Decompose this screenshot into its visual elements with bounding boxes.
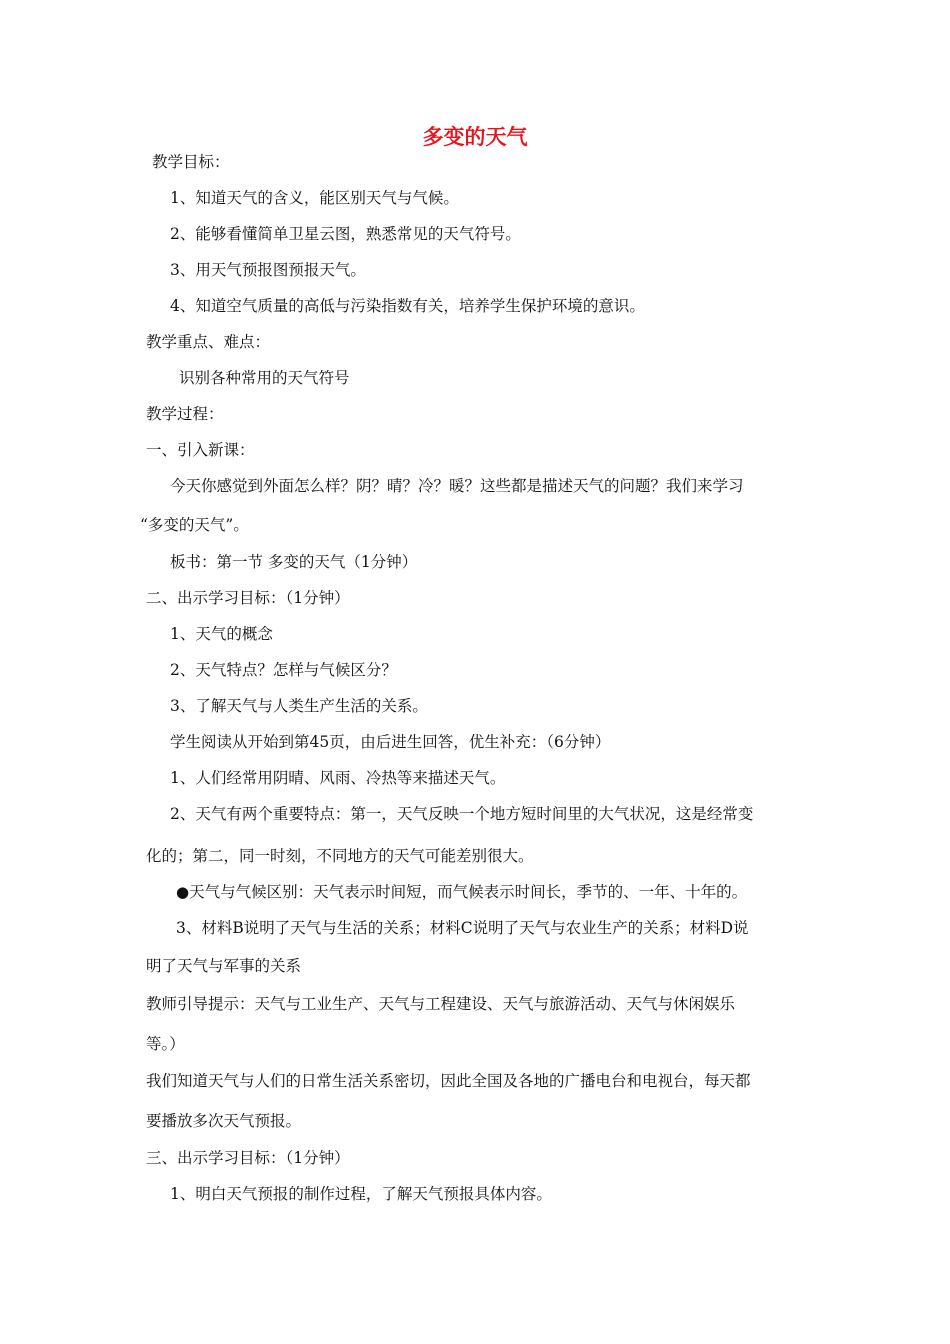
paragraph-line: 要播放多次天气预报。	[146, 1112, 302, 1130]
paragraph-line: 等。）	[146, 1035, 185, 1053]
document-title: 多变的天气	[422, 125, 528, 149]
answer-item: 3、材料B说明了天气与生活的关系；材料C说明了天气与农业生产的关系；材料D说	[176, 919, 749, 937]
board-writing: 板书：第一节 多变的天气（1分钟）	[170, 553, 418, 571]
reading-instruction: 学生阅读从开始到第45页，由后进生回答，优生补充：（6分钟）	[170, 733, 611, 751]
answer-item: 2、天气有两个重要特点：第一，天气反映一个地方短时间里的大气状况，这是经常变	[170, 805, 754, 823]
paragraph-line: 我们知道天气与人们的日常生活关系密切，因此全国及各地的广播电台和电视台，每天都	[146, 1072, 751, 1090]
part-heading-learning-goals: 二、出示学习目标：（1分钟）	[146, 589, 350, 607]
objective-item: 3、用天气预报图预报天气。	[170, 261, 366, 279]
paragraph-line: 今天你感觉到外面怎么样？阴？晴？冷？暖？这些都是描述天气的问题？我们来学习	[170, 477, 744, 495]
bullet-item	[176, 881, 747, 903]
paragraph-line: “多变的天气”。	[140, 516, 249, 534]
section-heading-key-points: 教学重点、难点：	[146, 333, 271, 351]
part-heading-introduction: 一、引入新课：	[146, 441, 255, 459]
objective-item: 2、能够看懂简单卫星云图，熟悉常见的天气符号。	[170, 225, 521, 243]
section-heading-objectives: 教学目标：	[152, 153, 230, 171]
part-heading-learning-goals-3: 三、出示学习目标：（1分钟）	[146, 1149, 350, 1167]
teacher-hint: 教师引导提示：天气与工业生产、天气与工程建设、天气与旅游活动、天气与休闲娱乐	[146, 995, 736, 1013]
key-point-text: 识别各种常用的天气符号	[179, 369, 350, 387]
paragraph-line: 明了天气与军事的关系	[146, 957, 302, 975]
goal-item: 2、天气特点？怎样与气候区分？	[170, 661, 397, 679]
bullet-text: 天气与气候区别：天气表示时间短，而气候表示时间长，季节的、一年、十年的。	[189, 883, 748, 901]
answer-item: 1、人们经常用阴晴、风雨、冷热等来描述天气。	[170, 769, 506, 787]
section-heading-process: 教学过程：	[146, 405, 224, 423]
objective-item: 1、知道天气的含义，能区别天气与气候。	[170, 189, 459, 207]
goal-item: 1、天气的概念	[170, 625, 273, 643]
goal-item: 1、明白天气预报的制作过程，了解天气预报具体内容。	[170, 1185, 552, 1203]
bullet-icon: ●	[176, 883, 190, 901]
paragraph-line: 化的；第二，同一时刻，不同地方的天气可能差别很大。	[146, 847, 534, 865]
objective-item: 4、知道空气质量的高低与污染指数有关，培养学生保护环境的意识。	[170, 297, 645, 315]
goal-item: 3、了解天气与人类生产生活的关系。	[170, 697, 428, 715]
